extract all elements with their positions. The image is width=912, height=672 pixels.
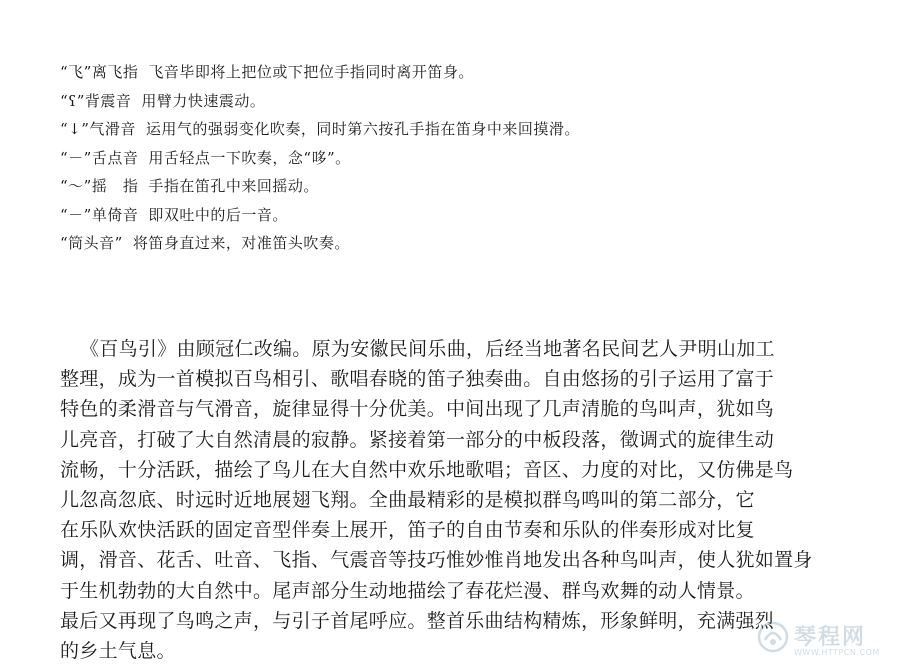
notation-item xyxy=(60,115,860,144)
notation-term: “－”舌点音 xyxy=(60,148,139,167)
paragraph-line: 调，滑音、花舌、吐音、飞指、气震音等技巧惟妙惟肖地发出各种鸟叫声，使人犹如置身 xyxy=(60,549,813,572)
notation-description: 即双吐中的后一音。 xyxy=(148,205,288,224)
notation-term: “飞”离飞指 xyxy=(60,63,139,81)
watermark-text: 琴程网 xyxy=(794,625,867,650)
notation-item xyxy=(60,172,860,201)
paragraph-line: 儿亮音，打破了大自然清晨的寂静。紧接着第一部分的中板段落，徵调式的旋律生动 xyxy=(60,428,775,451)
paragraph-line: 整理，成为一首模拟百鸟相引、歌唱春晓的笛子独奏曲。自由悠扬的引子运用了富于 xyxy=(60,368,775,391)
notation-term: “↓”气滑音 xyxy=(60,120,136,138)
watermark-url: WWW.HTTPCN.COM xyxy=(794,648,880,657)
paragraph-line: 特色的柔滑音与气滑音，旋律显得十分优美。中间出现了几声清脆的鸟叫声，犹如鸟 xyxy=(60,398,775,421)
notation-item xyxy=(60,144,860,173)
notation-description: 飞音毕即将上把位或下把位手指同时离开笛身。 xyxy=(148,63,474,81)
notation-item xyxy=(60,87,860,116)
watermark xyxy=(756,618,898,662)
notation-description: 手指在笛孔中来回摇动。 xyxy=(148,177,319,195)
paragraph-line: 在乐队欢快活跃的固定音型伴奏上展开，笛子的自由节奏和乐队的伴奏形成对比复 xyxy=(60,519,755,542)
notation-description: 将笛身直过来，对准笛头吹奏。 xyxy=(132,234,350,252)
notation-item xyxy=(60,229,860,258)
paragraph-line: 于生机勃勃的大自然中。尾声部分生动地描绘了春花烂漫、群鸟欢舞的动人情景。 xyxy=(60,579,755,602)
paragraph-line: 的乡土气息。 xyxy=(60,639,176,662)
notation-description: 用臂力快速震动。 xyxy=(141,91,266,110)
notation-term: “－”单倚音 xyxy=(60,205,139,224)
paragraph-line: 最后又再现了鸟鸣之声，与引子首尾呼应。整首乐曲结构精炼，形象鲜明，充满强烈 xyxy=(60,609,775,632)
notation-item xyxy=(60,58,860,87)
description-paragraph xyxy=(60,334,840,666)
notation-term: “〜”摇 指 xyxy=(60,177,139,195)
notation-term: “筒头音” xyxy=(60,234,123,252)
notation-list xyxy=(60,58,860,258)
watermark-logo-icon xyxy=(756,620,790,654)
paragraph-line: 流畅，十分活跃，描绘了鸟儿在大自然中欢乐地歌唱；音区、力度的对比，又仿佛是鸟 xyxy=(60,458,794,481)
notation-description: 用舌轻点一下吹奏，念“哆”。 xyxy=(148,148,351,167)
paragraph-line: 儿忽高忽底、时远时近地展翅飞翔。全曲最精彩的是模拟群鸟鸣叫的第二部分，它 xyxy=(60,488,755,511)
notation-description: 运用气的强弱变化吹奏，同时第六按孔手指在笛身中来回摸滑。 xyxy=(145,120,580,138)
notation-term: “ʕ”背震音 xyxy=(60,91,132,110)
paragraph-line: 《百鸟引》由顾冠仁改编。原为安徽民间乐曲，后经当地著名民间艺人尹明山加工 xyxy=(80,338,775,360)
notation-item xyxy=(60,201,860,230)
